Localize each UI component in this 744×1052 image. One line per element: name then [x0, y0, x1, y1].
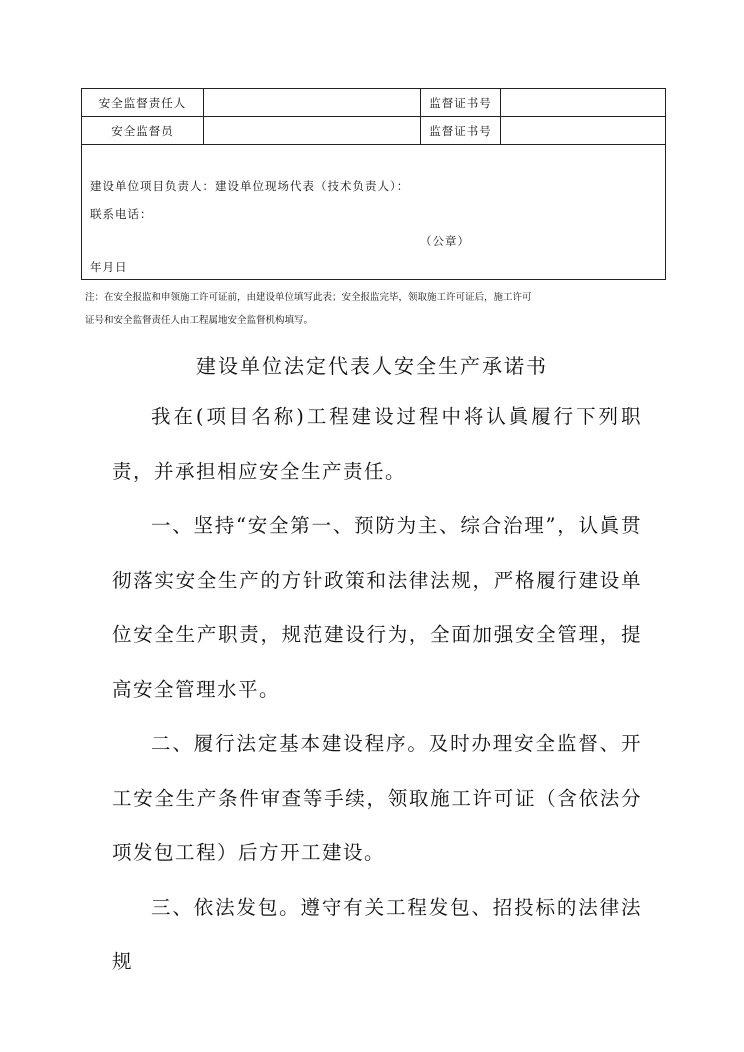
- safety-supervisor-label: 安全监督责任人: [82, 89, 204, 117]
- signature-block: [82, 145, 666, 280]
- paragraph: 一、坚持“安全第一、预防为主、综合治理”，认眞贯彻落实安全生产的方针政策和法律法规，严格履行建设单位安全生产职责，规范建设行为，全面加强安全管理，提高安全管理水平。: [112, 514, 642, 701]
- safety-inspector-value: [204, 117, 421, 145]
- certificate-number-value: [501, 117, 666, 145]
- certificate-number-label: 监督证书号: [421, 89, 501, 117]
- certificate-number-label: 监督证书号: [421, 117, 501, 145]
- table-row: [82, 145, 666, 280]
- safety-supervisor-value: [204, 89, 421, 117]
- note-line-2: 证号和安全监督责任人由工程属地安全监督机构填写。: [85, 315, 314, 326]
- project-leader-line: 建设单位项目负责人：建设单位现场代表（技术负责人）：: [90, 179, 410, 193]
- note-line-1: 注：在安全报监和申领施工许可证前，由建设单位填写此表；安全报监完毕，领取施工许可证后，施工许可: [85, 292, 532, 303]
- date-line: 年月日: [90, 260, 128, 274]
- table-row: [82, 89, 666, 117]
- contact-phone-line: 联系电话：: [90, 207, 153, 221]
- official-seal-label: （公章）: [420, 234, 470, 248]
- certificate-number-value: [501, 89, 666, 117]
- paragraph: 我在(项目名称)工程建设过程中将认眞履行下列职责，并承担相应安全生产责任。: [112, 405, 642, 483]
- form-note: [86, 286, 646, 332]
- supervision-form-table: [81, 88, 666, 280]
- paragraph: 三、依法发包。遵守有关工程发包、招投标的法律法规: [112, 895, 642, 973]
- safety-inspector-label: 安全监督员: [82, 117, 204, 145]
- table-row: [82, 117, 666, 145]
- commitment-body: [112, 390, 642, 990]
- paragraph: 二、履行法定基本建设程序。及时办理安全监督、开工安全生产条件审查等手续，领取施工许可证（含依法分项发包工程）后方开工建设。: [112, 732, 642, 864]
- document-title: 建设单位法定代表人安全生产承诺书: [196, 354, 548, 378]
